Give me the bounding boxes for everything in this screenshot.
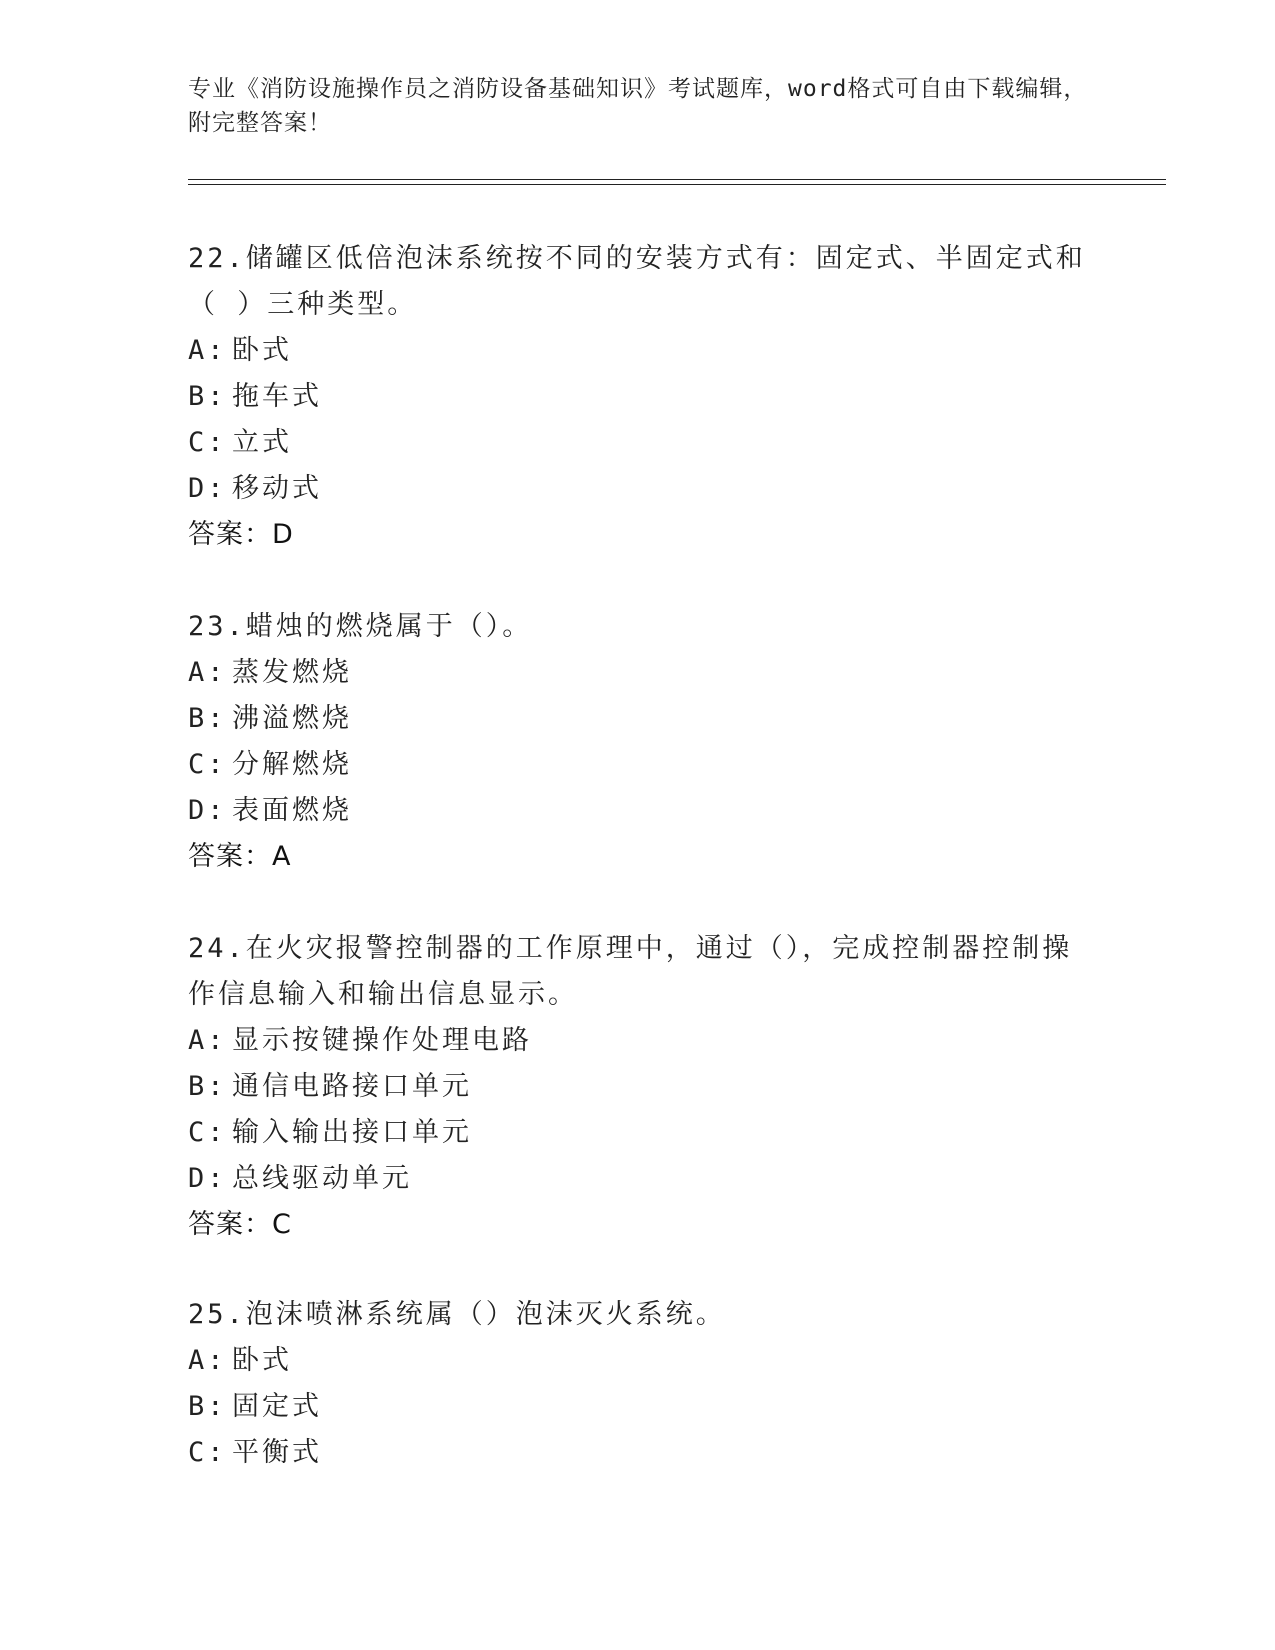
option-text: 拖车式 [232, 381, 322, 412]
option-text: 显示按键操作处理电路 [232, 1025, 532, 1056]
option-a [188, 1018, 1088, 1064]
header-rule-bottom [188, 184, 1166, 185]
option-letter: B: [188, 1391, 227, 1422]
question-stem: 24.在火灾报警控制器的工作原理中，通过（），完成控制器控制操作信息输入和输出信息显示。 [188, 933, 1073, 1010]
option-text: 移动式 [232, 473, 322, 504]
answer-line: 答案：A [188, 841, 292, 872]
option-letter: B: [188, 381, 227, 412]
question-stem: 23.蜡烛的燃烧属于（）。 [188, 611, 533, 642]
option-b [188, 1384, 1088, 1430]
option-d [188, 1156, 1088, 1202]
option-letter: A: [188, 1345, 227, 1376]
option-c [188, 1430, 1088, 1476]
option-text: 卧式 [232, 1345, 292, 1376]
question-stem: 22.储罐区低倍泡沫系统按不同的安装方式有：固定式、半固定式和（ ）三种类型。 [188, 243, 1086, 320]
option-text: 沸溢燃烧 [232, 703, 352, 734]
option-text: 总线驱动单元 [232, 1163, 412, 1194]
question-stem: 25.泡沫喷淋系统属（）泡沫灭火系统。 [188, 1299, 726, 1330]
option-letter: D: [188, 473, 227, 504]
option-text: 平衡式 [232, 1437, 322, 1468]
option-text: 固定式 [232, 1391, 322, 1422]
option-text: 蒸发燃烧 [232, 657, 352, 688]
option-a [188, 1338, 1088, 1384]
option-letter: C: [188, 749, 227, 780]
answer-line: 答案：D [188, 519, 294, 550]
option-text: 通信电路接口单元 [232, 1071, 472, 1102]
option-letter: D: [188, 1163, 227, 1194]
question-23 [188, 604, 1088, 880]
option-text: 表面燃烧 [232, 795, 352, 826]
option-letter: D: [188, 795, 227, 826]
option-d [188, 788, 1088, 834]
option-text: 卧式 [232, 335, 292, 366]
option-letter: C: [188, 1437, 227, 1468]
option-a [188, 328, 1088, 374]
option-c [188, 742, 1088, 788]
option-letter: B: [188, 1071, 227, 1102]
option-c [188, 420, 1088, 466]
option-b [188, 374, 1088, 420]
option-d [188, 466, 1088, 512]
question-22 [188, 236, 1088, 558]
option-b [188, 1064, 1088, 1110]
header-rule-top [188, 179, 1166, 180]
option-text: 分解燃烧 [232, 749, 352, 780]
option-letter: A: [188, 1025, 227, 1056]
option-letter: C: [188, 427, 227, 458]
option-text: 输入输出接口单元 [232, 1117, 472, 1148]
option-letter: A: [188, 335, 227, 366]
document-header: 专业《消防设施操作员之消防设备基础知识》考试题库，word格式可自由下载编辑，附完整答案！ [188, 76, 1088, 136]
option-letter: C: [188, 1117, 227, 1148]
answer-line: 答案：C [188, 1209, 292, 1240]
option-a [188, 650, 1088, 696]
option-letter: B: [188, 703, 227, 734]
option-text: 立式 [232, 427, 292, 458]
option-b [188, 696, 1088, 742]
question-25 [188, 1292, 1088, 1476]
option-letter: A: [188, 657, 227, 688]
option-c [188, 1110, 1088, 1156]
question-24 [188, 926, 1088, 1248]
